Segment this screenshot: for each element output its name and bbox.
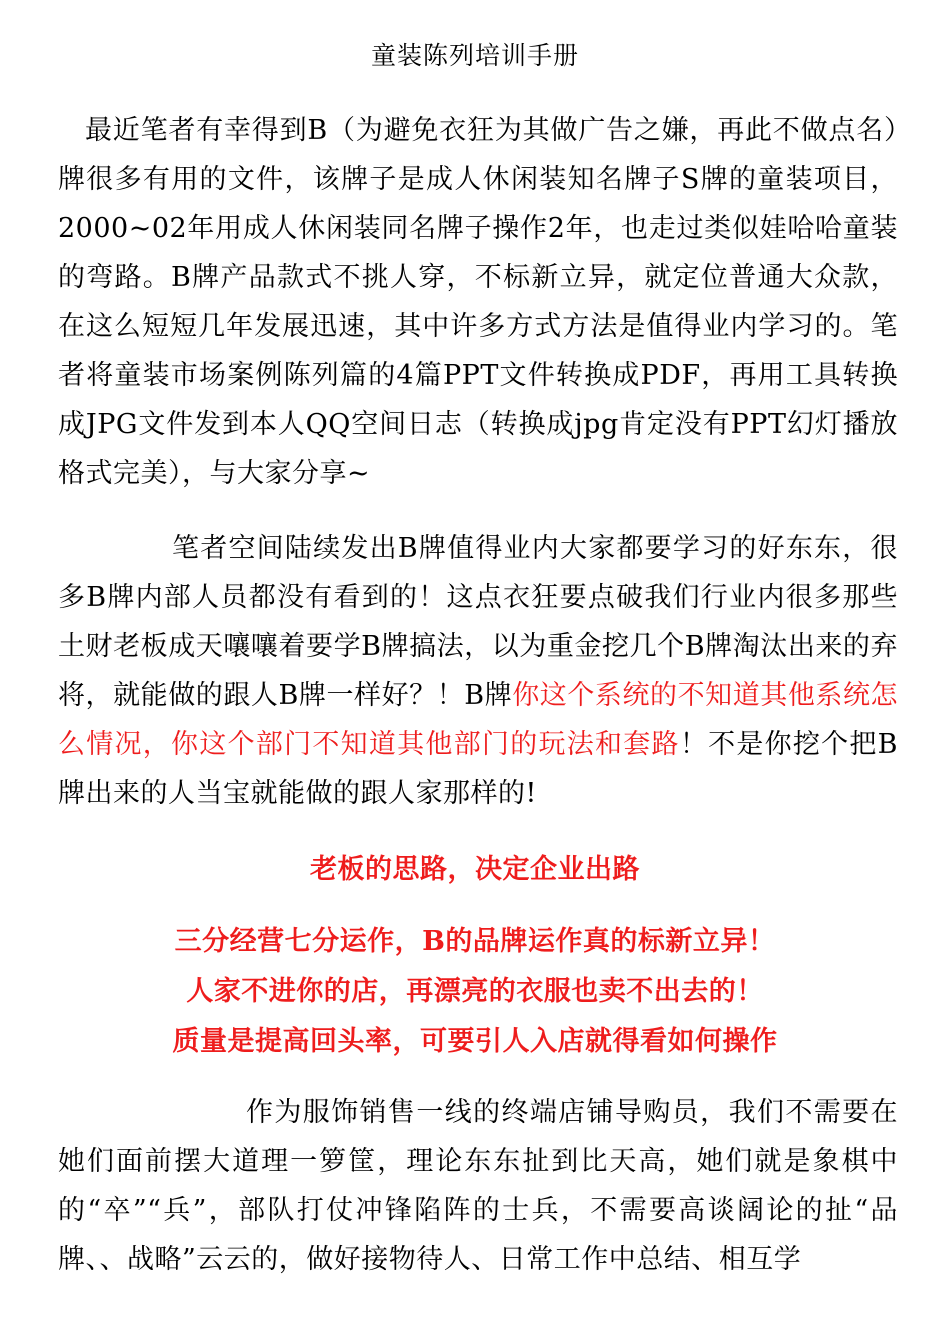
paragraph-staff: 作为服饰销售一线的终端店铺导购员，我们不需要在她们面前摆大道理一箩筐，理论东东扯到比天高，她们就是象棋中的“卒”“兵”，部队打仗冲锋陷阵的士兵，不需要高谈阔论的扯“品牌、、战略”云云的，做好接物待人、日常工作中总结、相互学 bbox=[58, 1097, 898, 1275]
paragraph-commentary bbox=[58, 524, 898, 818]
slogan-heading: 老板的思路，决定企业出路 bbox=[310, 854, 640, 885]
document-title: 童装陈列培训手册 bbox=[370, 41, 579, 70]
paragraph-commentary-text-end: ！不是你挖个把B牌出来的人当宝就能做的跟人家那样的! bbox=[58, 729, 899, 809]
paragraph-commentary-highlight: 你这个系统的不知道其他系统怎么情况，你这个部门不知道其他部门的玩法和套路 bbox=[58, 680, 899, 760]
red-line-2: 人家不进你的店，再漂亮的衣服也卖不出去的！ bbox=[186, 976, 764, 1007]
red-line-1: 三分经营七分运作，B的品牌运作真的标新立异！ bbox=[174, 926, 776, 957]
red-line-3: 质量是提高回头率，可要引人入店就得看如何操作 bbox=[172, 1026, 778, 1057]
paragraph-intro: 最近笔者有幸得到B（为避免衣狂为其做广告之嫌，再此不做点名）牌很多有用的文件，该牌子是成人休闲装知名牌子S牌的童装项目，2000~02年用成人休闲装同名牌子操作2年，也走过类似娃哈哈童装的弯路。B牌产品款式不挑人穿，不标新立异，就定位普通大众款，在这么短短几年发展迅速，其中许多方式方法是值得业内学习的。笔者将童装市场案例陈列篇的4篇PPT文件转换成PDF，再用工具转换成JPG文件发到本人QQ空间日志（转换成jpg肯定没有PPT幻灯播放格式完美），与大家分享~ bbox=[58, 115, 898, 489]
paragraph-commentary-text: 笔者空间陆续发出B牌值得业内大家都要学习的好东东，很多B牌内部人员都没有看到的！这点衣狂要点破我们行业内很多那些土财老板成天嚷嚷着要学B牌搞法，以为重金挖几个B牌淘汰出来的弃将，就能做的跟人B牌一样好？！B牌 bbox=[58, 533, 898, 711]
